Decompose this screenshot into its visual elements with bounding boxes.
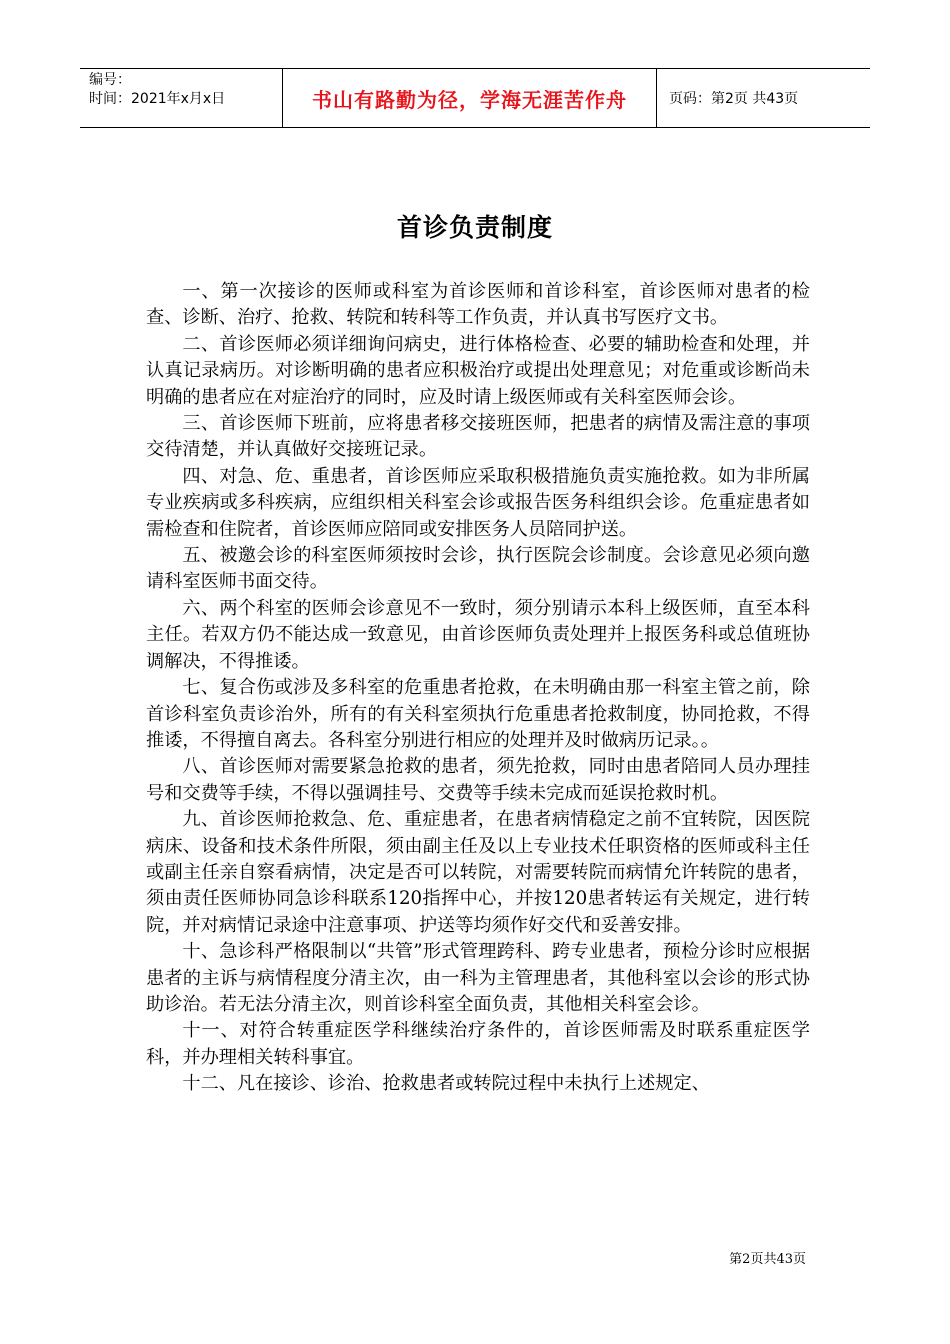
paragraph-6: 六、两个科室的医师会诊意见不一致时，须分别请示本科上级医师，直至本科主任。若双方仍不能达成一致意见，由首诊医师负责处理并上报医务科或总值班协调解决，不得推诿。 bbox=[146, 597, 810, 672]
header-meta bbox=[80, 69, 283, 127]
document-body bbox=[146, 279, 810, 1098]
time-label: 时间：2021年x月x日 bbox=[89, 91, 226, 107]
paragraph-2: 二、首诊医师必须详细询问病史，进行体格检查、必要的辅助检查和处理，并认真记录病历。对诊断明确的患者应积极治疗或提出处理意见；对危重或诊断尚未明确的患者应在对症治疗的同时，应及时请上级医师或有关科室医师会诊。 bbox=[146, 333, 810, 408]
paragraph-8: 八、首诊医师对需要紧急抢救的患者，须先抢救，同时由患者陪同人员办理挂号和交费等手续，不得以强调挂号、交费等手续未完成而延误抢救时机。 bbox=[146, 756, 810, 804]
paragraph-5: 五、被邀会诊的科室医师须按时会诊，执行医院会诊制度。会诊意见必须向邀请科室医师书面交待。 bbox=[146, 545, 810, 593]
paragraph-4: 四、对急、危、重患者，首诊医师应采取积极措施负责实施抢救。如为非所属专业疾病或多科疾病，应组织相关科室会诊或报告医务科组织会诊。危重症患者如需检查和住院者，首诊医师应陪同或安排医务人员陪同护送。 bbox=[146, 465, 810, 540]
paragraph-11: 十一、对符合转重症医学科继续治疗条件的，首诊医师需及时联系重症医学科，并办理相关转科事宜。 bbox=[146, 1020, 810, 1068]
header-motto: 书山有路勤为径，学海无涯苦作舟 bbox=[283, 69, 657, 127]
page-footer: 第2页共43页 bbox=[729, 1252, 806, 1267]
paragraph-1: 一、第一次接诊的医师或科室为首诊医师和首诊科室，首诊医师对患者的检查、诊断、治疗、抢救、转院和转科等工作负责，并认真书写医疗文书。 bbox=[146, 281, 810, 329]
paragraph-3: 三、首诊医师下班前，应将患者移交接班医师，把患者的病情及需注意的事项交待清楚，并认真做好交接班记录。 bbox=[146, 413, 810, 461]
paragraph-10: 十、急诊科严格限制以“共管”形式管理跨科、跨专业患者，预检分诊时应根据患者的主诉与病情程度分清主次，由一科为主管理患者，其他科室以会诊的形式协助诊治。若无法分清主次，则首诊科室全面负责，其他相关科室会诊。 bbox=[146, 941, 810, 1015]
header-page-label: 页码：第2页 共43页 bbox=[669, 91, 799, 107]
document-title: 首诊负责制度 bbox=[396, 213, 553, 242]
page-header bbox=[80, 68, 870, 128]
paragraph-7: 七、复合伤或涉及多科室的危重患者抢救，在未明确由那一科室主管之前，除首诊科室负责诊治外，所有的有关科室须执行危重患者抢救制度，协同抢救，不得推诿，不得擅自离去。各科室分别进行相应的处理并及时做病历记录。。 bbox=[146, 677, 810, 751]
paragraph-12: 十二、凡在接诊、诊治、抢救患者或转院过程中未执行上述规定、 bbox=[182, 1073, 710, 1095]
number-label: 编号： bbox=[89, 72, 131, 88]
paragraph-9: 九、首诊医师抢救急、危、重症患者，在患者病情稳定之前不宜转院，因医院病床、设备和技术条件所限，须由副主任及以上专业技术任职资格的医师或科主任或副主任亲自察看病情，决定是否可以转院，对需要转院而病情允许转院的患者，须由责任医师协同急诊科联系120指挥中心，并按120患者转运有关规定，进行转院，并对病情记录途中注意事项、护送等均须作好交代和妥善安排。 bbox=[146, 809, 810, 936]
